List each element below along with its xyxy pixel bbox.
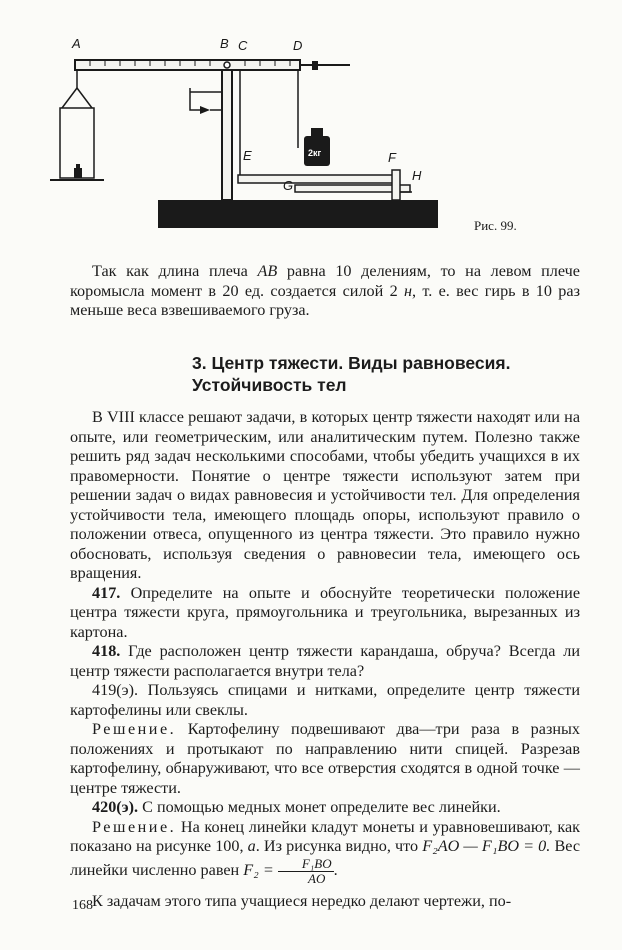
fraction: $\frac{\text{F₁BO}}{AO}$ bbox=[278, 857, 334, 886]
problem-420: 420(э). С помощью медных монет определите вес линейки. bbox=[92, 798, 501, 816]
formula: F₂AO — F₁BO = 0. bbox=[422, 837, 551, 855]
page-number: 168 bbox=[72, 898, 93, 913]
label-d: D bbox=[293, 38, 303, 53]
problem-418: 418. Где расположен центр тяжести карандаша, обруча? Всегда ли центр тяжести располагается внутри тела? bbox=[70, 642, 580, 680]
figure-caption: Рис. 99. bbox=[474, 218, 517, 233]
body-text bbox=[70, 408, 580, 911]
problem-419: 419(э). Пользуясь спицами и нитками, определите центр тяжести картофелины или свеклы. bbox=[70, 681, 580, 719]
scale-diagram bbox=[40, 30, 480, 240]
label-f: F bbox=[388, 150, 396, 165]
last-paragraph: К задачам этого типа учащиеся нередко делают чертежи, по- bbox=[92, 891, 512, 910]
scale-beam bbox=[75, 60, 300, 70]
scale-stand bbox=[222, 66, 232, 200]
intro-paragraph: В VIII классе решают задачи, в которых центр тяжести находят или на опыте, или геометрическим, или аналитическим путем. Полезно также решить ряд задач несколькими способами, чтобы убедить учащихся в их правомерности. Понятие о центре тяжести используют затем при решении задач о видах равновесия и устойчивости тел. Для определения устойчивости тела, имеющего площадь опоры, используют правило о положении отвеса, опущенного из центра тяжести. Это правило нужно обосновать, используя сведения о равновесии тела, имеющего ось вращения. bbox=[70, 408, 580, 582]
label-b: B bbox=[220, 36, 229, 51]
weight-label: 2кг bbox=[308, 148, 322, 158]
figure-99 bbox=[40, 30, 480, 240]
label-g: G bbox=[283, 178, 294, 193]
label-h: H bbox=[412, 168, 422, 183]
section-heading bbox=[192, 352, 592, 396]
top-paragraph: Так как длина плеча AB равна 10 делениям, то на левом плече коромысла момент в 20 ед. создается силой 2 н, т. е. вес гирь в 10 раз меньше веса взвешиваемого груза. bbox=[70, 262, 580, 319]
heading-line-2: Устойчивость тел bbox=[192, 375, 347, 395]
problem-417: 417. Определите на опыте и обоснуйте теоретически положение центра тяжести круга, прямоугольника и треугольника, вырезанных из картона. bbox=[70, 583, 580, 641]
solution-419: Решение. Картофелину подвешивают два—три раза в разных положениях и протыкают по направлению нити спицей. Разрезав картофелину, обнаруживают, что все отверстия сходятся в одной точке — центре тяжести. bbox=[70, 720, 580, 797]
solution-420: Решение. На конец линейки кладут монеты и уравновешивают, как показано на рисунке 100, а. Из рисунка видно, что F₂AO — F₁BO = 0. Вес линейки численно равен F₂ = $\frac{\text{F₁BO}}{AO}$ . bbox=[70, 817, 581, 886]
scale-base bbox=[158, 200, 438, 228]
label-c: C bbox=[238, 38, 248, 53]
heading-line-1: 3. Центр тяжести. Виды равновесия. bbox=[192, 353, 511, 373]
label-a: A bbox=[72, 36, 81, 51]
label-e: E bbox=[243, 148, 252, 163]
